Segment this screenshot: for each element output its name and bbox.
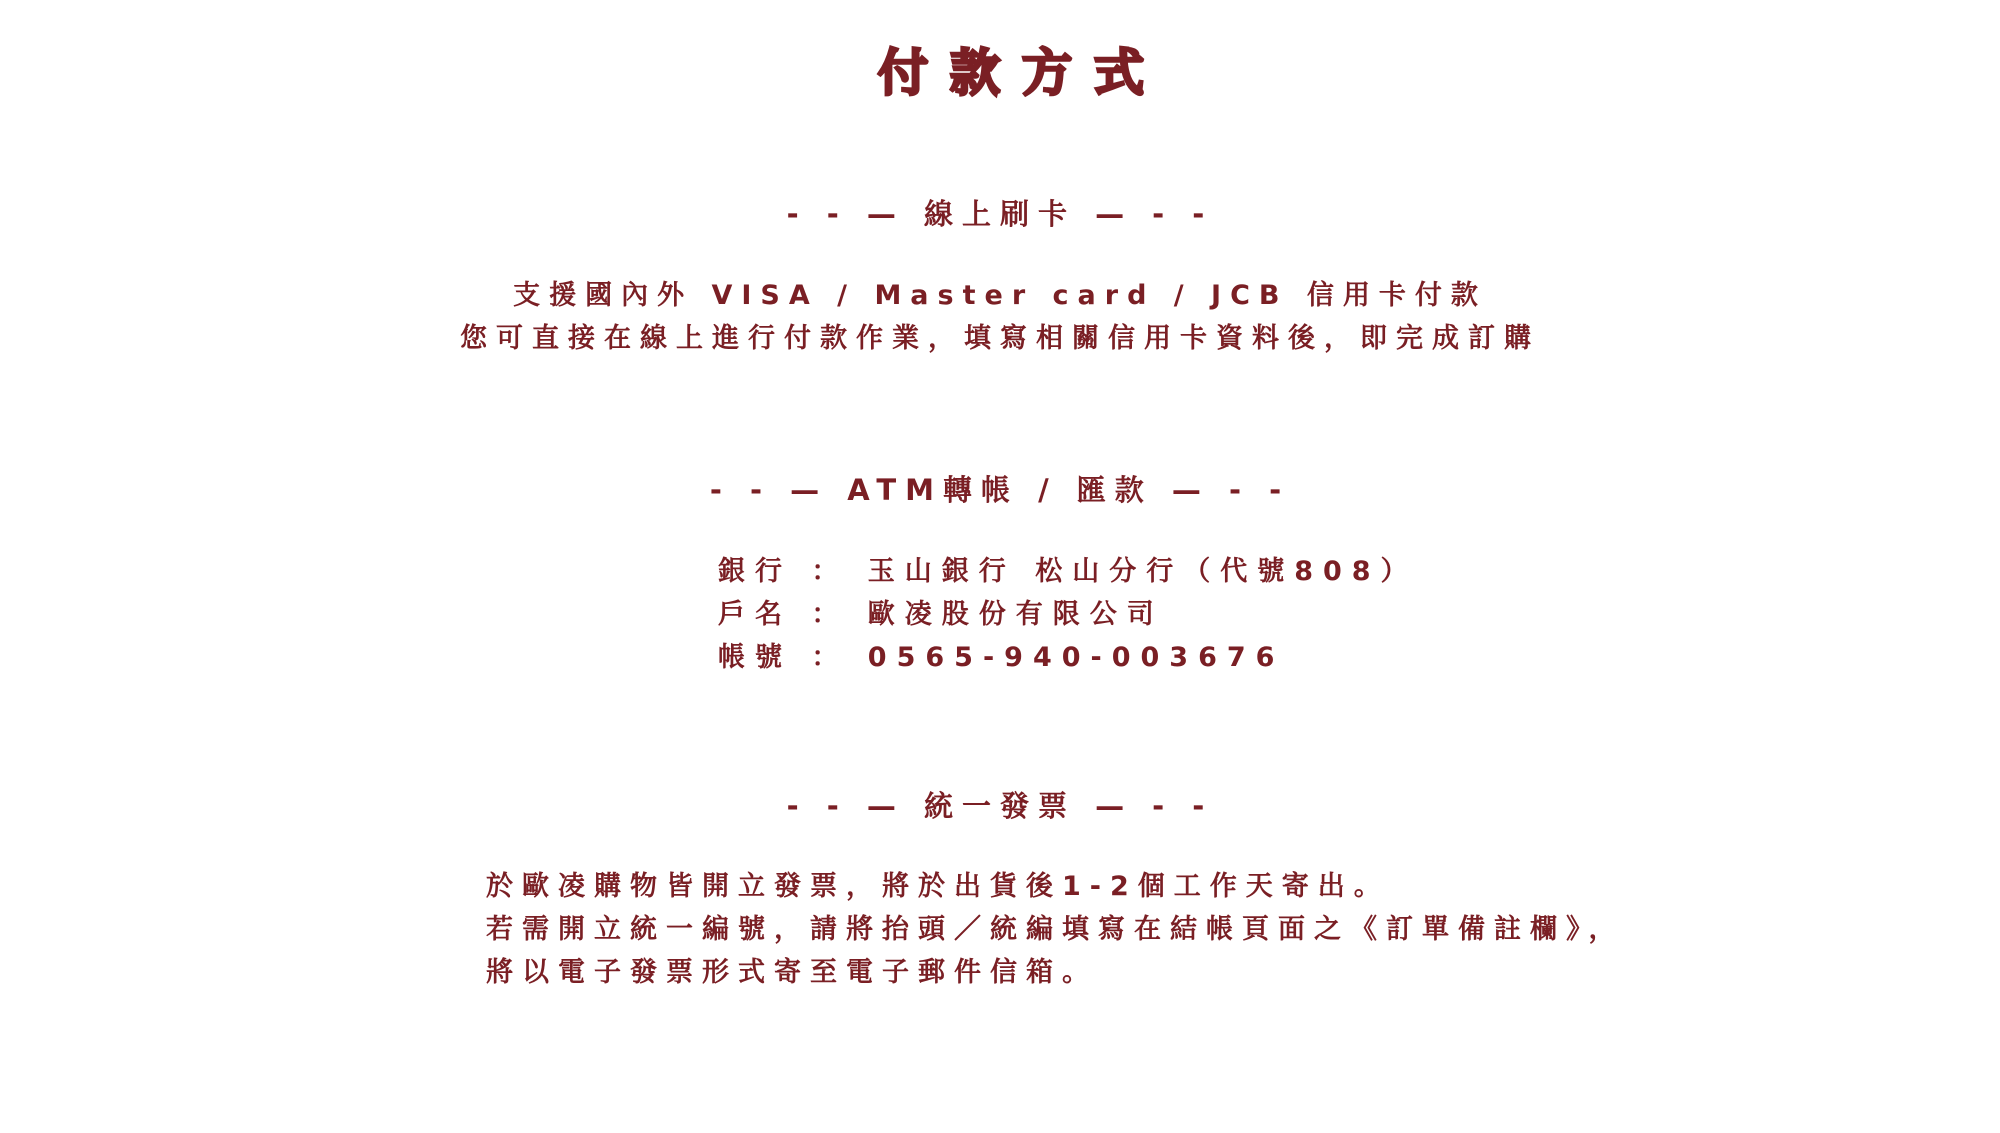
section-heading-invoice: - - — 統一發票 — - - (786, 789, 1214, 823)
bank-info-row: 銀行 ： 玉山銀行 松山分行（代號808） (718, 556, 1418, 587)
page-title: 付款方式 (878, 44, 1166, 102)
invoice-text-line: 將以電子發票形式寄至電子郵件信箱。 (486, 957, 1098, 988)
invoice-text-line: 若需開立統一編號，請將抬頭／統編填寫在結帳頁面之《訂單備註欄》， (486, 914, 1625, 945)
section-heading-atm-transfer: - - — ATM轉帳 / 匯款 — - - (709, 473, 1291, 507)
invoice-text-line: 於歐凌購物皆開立發票，將於出貨後1-2個工作天寄出。 (486, 871, 1390, 902)
account-number-row: 帳號 ： 0565-940-003676 (718, 642, 1285, 673)
credit-card-support-text: 支援國內外 VISA / Master card / JCB 信用卡付款 (513, 280, 1487, 311)
section-heading-credit-card: - - — 線上刷卡 — - - (786, 197, 1214, 231)
credit-card-instructions-text: 您可直接在線上進行付款作業，填寫相關信用卡資料後，即完成訂購 (460, 323, 1540, 354)
account-name-row: 戶名 ： 歐凌股份有限公司 (718, 599, 1164, 630)
